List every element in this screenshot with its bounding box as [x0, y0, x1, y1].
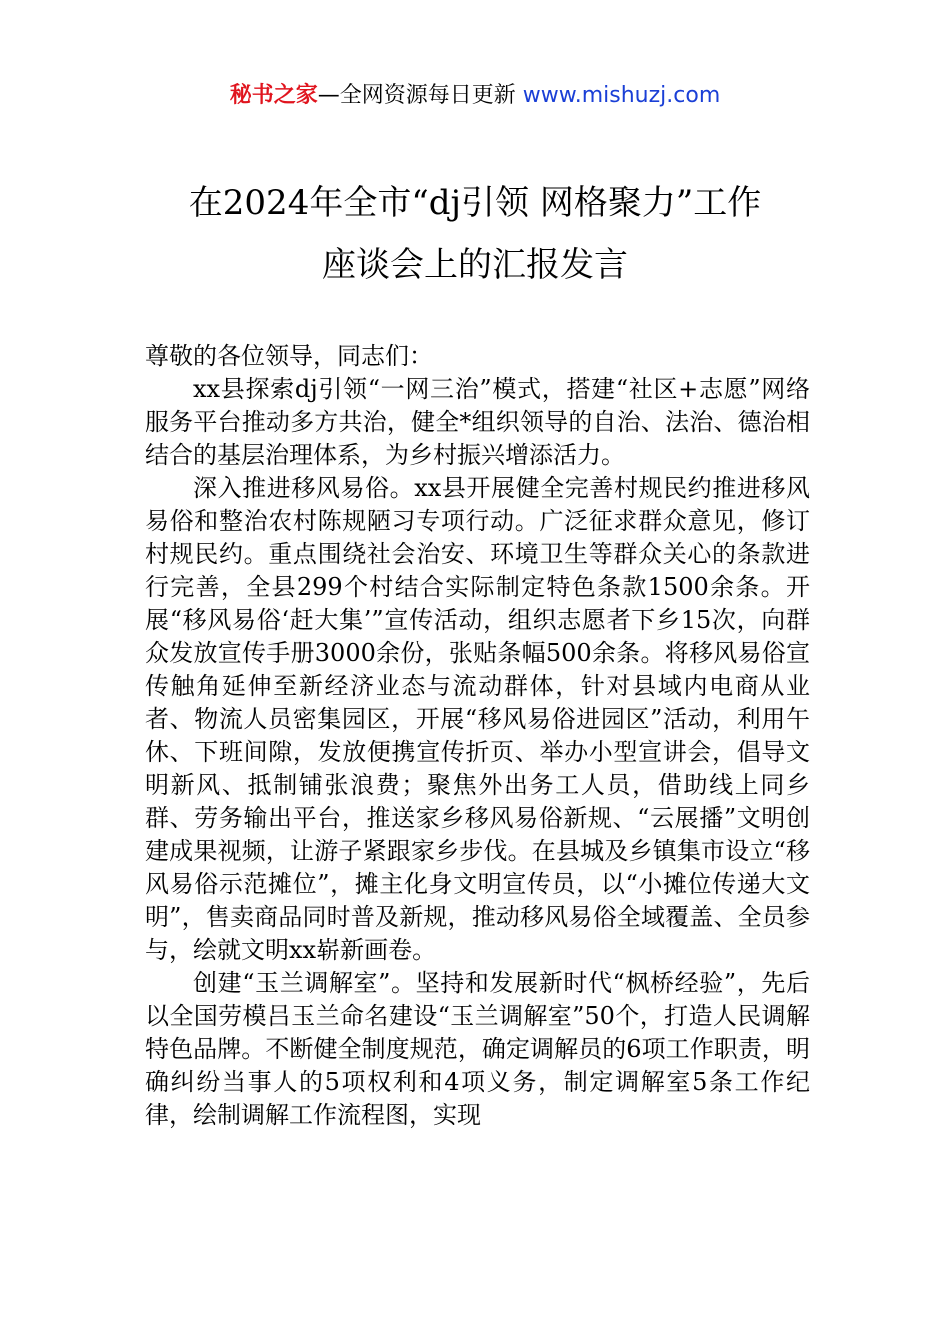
site-header [0, 80, 950, 112]
paragraph-mediation-room: 创建“玉兰调解室”。坚持和发展新时代“枫桥经验”，先后以全国劳模吕玉兰命名建设“玉兰调解室”50个，打造人民调解特色品牌。不断健全制度规范，确定调解员的6项工作职责，明确纠纷当事人的5项权利和4项义务，制定调解室5条工作纪律，绘制调解工作流程图，实现 [145, 969, 810, 1129]
salutation: 尊敬的各位领导，同志们： [145, 342, 433, 370]
title-line-1: 在2024年全市“dj引领 网格聚力”工作 [188, 183, 762, 223]
paragraph-customs-reform: 深入推进移风易俗。xx县开展健全完善村规民约推进移风易俗和整治农村陈规陋习专项行动。广泛征求群众意见，修订村规民约。重点围绕社会治安、环境卫生等群众关心的条款进行完善，全县299个村结合实际制定特色条款1500余条。开展“移风易俗‘赶大集’”宣传活动，组织志愿者下乡15次，向群众发放宣传手册3000余份，张贴条幅500余条。将移风易俗宣传触角延伸至新经济业态与流动群体，针对县域内电商从业者、物流人员密集园区，开展“移风易俗进园区”活动，利用午休、下班间隙，发放便携宣传折页、举办小型宣讲会，倡导文明新风、抵制铺张浪费；聚焦外出务工人员，借助线上同乡群、劳务输出平台，推送家乡移风易俗新规、“云展播”文明创建成果视频，让游子紧跟家乡步伐。在县城及乡镇集市设立“移风易俗示范摊位”，摊主化身文明宣传员，以“小摊位传递大文明”，售卖商品同时普及新规，推动移风易俗全域覆盖、全员参与，绘就文明xx崭新画卷。 [145, 474, 810, 964]
paragraph-intro: xx县探索dj引领“一网三治”模式，搭建“社区+志愿”网络服务平台推动多方共治，健全*组织领导的自治、法治、德治相结合的基层治理体系，为乡村振兴增添活力。 [145, 375, 810, 469]
document-title [100, 172, 850, 296]
title-line-2: 座谈会上的汇报发言 [322, 245, 628, 285]
site-url-link[interactable]: www.mishuzj.com [522, 83, 721, 108]
header-tagline: —全网资源每日更新 [317, 83, 523, 108]
brand-name: 秘书之家 [229, 83, 318, 108]
document-body [145, 340, 810, 1132]
